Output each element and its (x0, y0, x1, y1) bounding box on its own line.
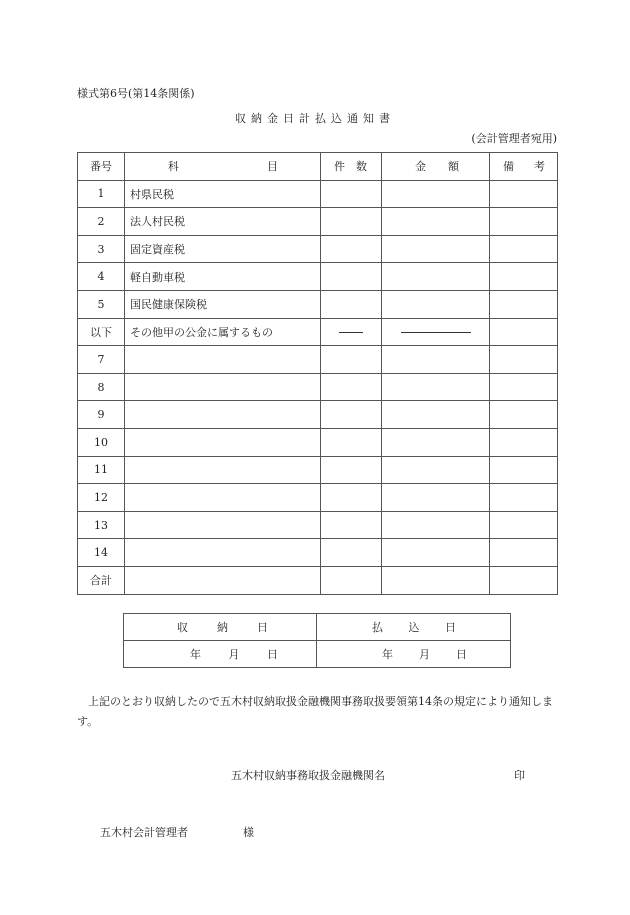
row-remarks (490, 511, 558, 539)
table-row (78, 484, 558, 512)
row-count (321, 456, 382, 484)
table-row (78, 346, 558, 374)
seal-mark: 印 (514, 769, 525, 782)
table-row (78, 456, 558, 484)
header-remarks (490, 153, 558, 181)
paid-label-char-2: 込 (408, 621, 420, 634)
row-number: 10 (78, 428, 125, 456)
row-number: 5 (78, 290, 125, 318)
row-remarks (490, 456, 558, 484)
header-number: 番号 (78, 153, 125, 181)
row-item: 法人村民税 (125, 208, 321, 236)
row-number: 11 (78, 456, 125, 484)
received-year: 年 (190, 648, 201, 661)
paid-label-char-1: 払 (372, 621, 383, 634)
amount-dash (401, 332, 471, 333)
paid-label-char-3: 日 (445, 621, 456, 634)
notice-text: 上記のとおり収納したので五木村収納取扱金融機関事務取扱要領第14条の規定により通知します。 (77, 695, 553, 728)
table-row (78, 180, 558, 208)
row-item: 国民健康保険税 (125, 290, 321, 318)
row-count (321, 511, 382, 539)
row-count (321, 318, 382, 346)
row-remarks (490, 428, 558, 456)
row-remarks (490, 290, 558, 318)
table-row (78, 539, 558, 567)
header-count-char-2: 数 (356, 160, 367, 174)
row-amount (382, 566, 490, 594)
honorific: 様 (243, 826, 254, 839)
date-label-row (124, 614, 511, 641)
row-remarks (490, 484, 558, 512)
table-header-row (78, 153, 558, 181)
row-remarks (490, 318, 558, 346)
paid-date-label (317, 614, 511, 641)
row-remarks (490, 373, 558, 401)
received-month: 月 (228, 648, 240, 661)
received-label-char-3: 日 (257, 621, 268, 634)
count-dash (339, 332, 363, 333)
row-item (125, 456, 321, 484)
date-table (123, 613, 511, 668)
row-amount (382, 511, 490, 539)
row-amount (382, 290, 490, 318)
row-item (125, 373, 321, 401)
recipient-note: (会計管理者宛用) (471, 132, 557, 145)
row-item: 固定資産税 (125, 235, 321, 263)
row-number: 8 (78, 373, 125, 401)
row-number: 1 (78, 180, 125, 208)
table-row (78, 401, 558, 429)
row-remarks (490, 263, 558, 291)
row-amount (382, 428, 490, 456)
row-item: 軽自動車税 (125, 263, 321, 291)
row-number: 13 (78, 511, 125, 539)
row-count (321, 180, 382, 208)
remittance-table (77, 152, 558, 595)
header-amount (382, 153, 490, 181)
row-remarks (490, 566, 558, 594)
form-number: 様式第6号(第14条関係) (77, 87, 195, 100)
row-number: 3 (78, 235, 125, 263)
row-count (321, 566, 382, 594)
page-title: 収納金日計払込通知書 (235, 112, 395, 125)
header-item (125, 153, 321, 181)
row-amount (382, 263, 490, 291)
row-item (125, 484, 321, 512)
table-row (78, 208, 558, 236)
row-item (125, 566, 321, 594)
table-row (78, 566, 558, 594)
row-amount (382, 318, 490, 346)
row-count (321, 346, 382, 374)
row-amount (382, 180, 490, 208)
row-remarks (490, 401, 558, 429)
table-row (78, 511, 558, 539)
row-number: 14 (78, 539, 125, 567)
table-row (78, 263, 558, 291)
table-row (78, 235, 558, 263)
row-amount (382, 208, 490, 236)
row-amount (382, 484, 490, 512)
row-count (321, 208, 382, 236)
received-label-char-2: 納 (217, 621, 228, 634)
header-count-char-1: 件 (334, 160, 345, 174)
paid-month: 月 (419, 648, 430, 661)
table-row (78, 428, 558, 456)
table-row (78, 373, 558, 401)
header-item-left: 科 (168, 160, 179, 174)
row-remarks (490, 235, 558, 263)
header-amount-char-1: 金 (415, 160, 426, 174)
row-count (321, 373, 382, 401)
received-date-value (124, 641, 317, 668)
table-row (78, 290, 558, 318)
row-count (321, 235, 382, 263)
row-item: その他甲の公金に属するもの (125, 318, 321, 346)
row-number: 7 (78, 346, 125, 374)
row-number: 4 (78, 263, 125, 291)
row-amount (382, 401, 490, 429)
header-count (321, 153, 382, 181)
row-amount (382, 539, 490, 567)
row-number: 12 (78, 484, 125, 512)
row-amount (382, 235, 490, 263)
row-item: 村県民税 (125, 180, 321, 208)
row-count (321, 428, 382, 456)
header-amount-char-2: 額 (448, 160, 459, 174)
row-item (125, 346, 321, 374)
row-amount (382, 346, 490, 374)
row-count (321, 484, 382, 512)
row-count (321, 401, 382, 429)
header-remarks-char-1: 備 (503, 160, 514, 174)
row-amount (382, 373, 490, 401)
row-remarks (490, 346, 558, 374)
paid-year: 年 (382, 648, 393, 661)
row-number: 2 (78, 208, 125, 236)
row-count (321, 539, 382, 567)
row-remarks (490, 539, 558, 567)
manager-name: 五木村会計管理者 (100, 826, 188, 839)
received-day: 日 (267, 648, 278, 661)
table-row (78, 318, 558, 346)
row-remarks (490, 208, 558, 236)
row-count (321, 290, 382, 318)
row-number: 9 (78, 401, 125, 429)
header-remarks-char-2: 考 (534, 160, 545, 174)
row-count (321, 263, 382, 291)
row-item (125, 511, 321, 539)
row-number: 合計 (78, 566, 125, 594)
received-date-label (124, 614, 317, 641)
row-item (125, 428, 321, 456)
paid-day: 日 (456, 648, 467, 661)
row-number: 以下 (78, 318, 125, 346)
row-amount (382, 456, 490, 484)
row-item (125, 539, 321, 567)
paid-date-value (317, 641, 511, 668)
row-remarks (490, 180, 558, 208)
header-item-right: 目 (267, 160, 278, 174)
institution-name: 五木村収納事務取扱金融機関名 (231, 769, 385, 782)
row-item (125, 401, 321, 429)
date-value-row (124, 641, 511, 668)
received-label-char-1: 収 (177, 621, 188, 634)
